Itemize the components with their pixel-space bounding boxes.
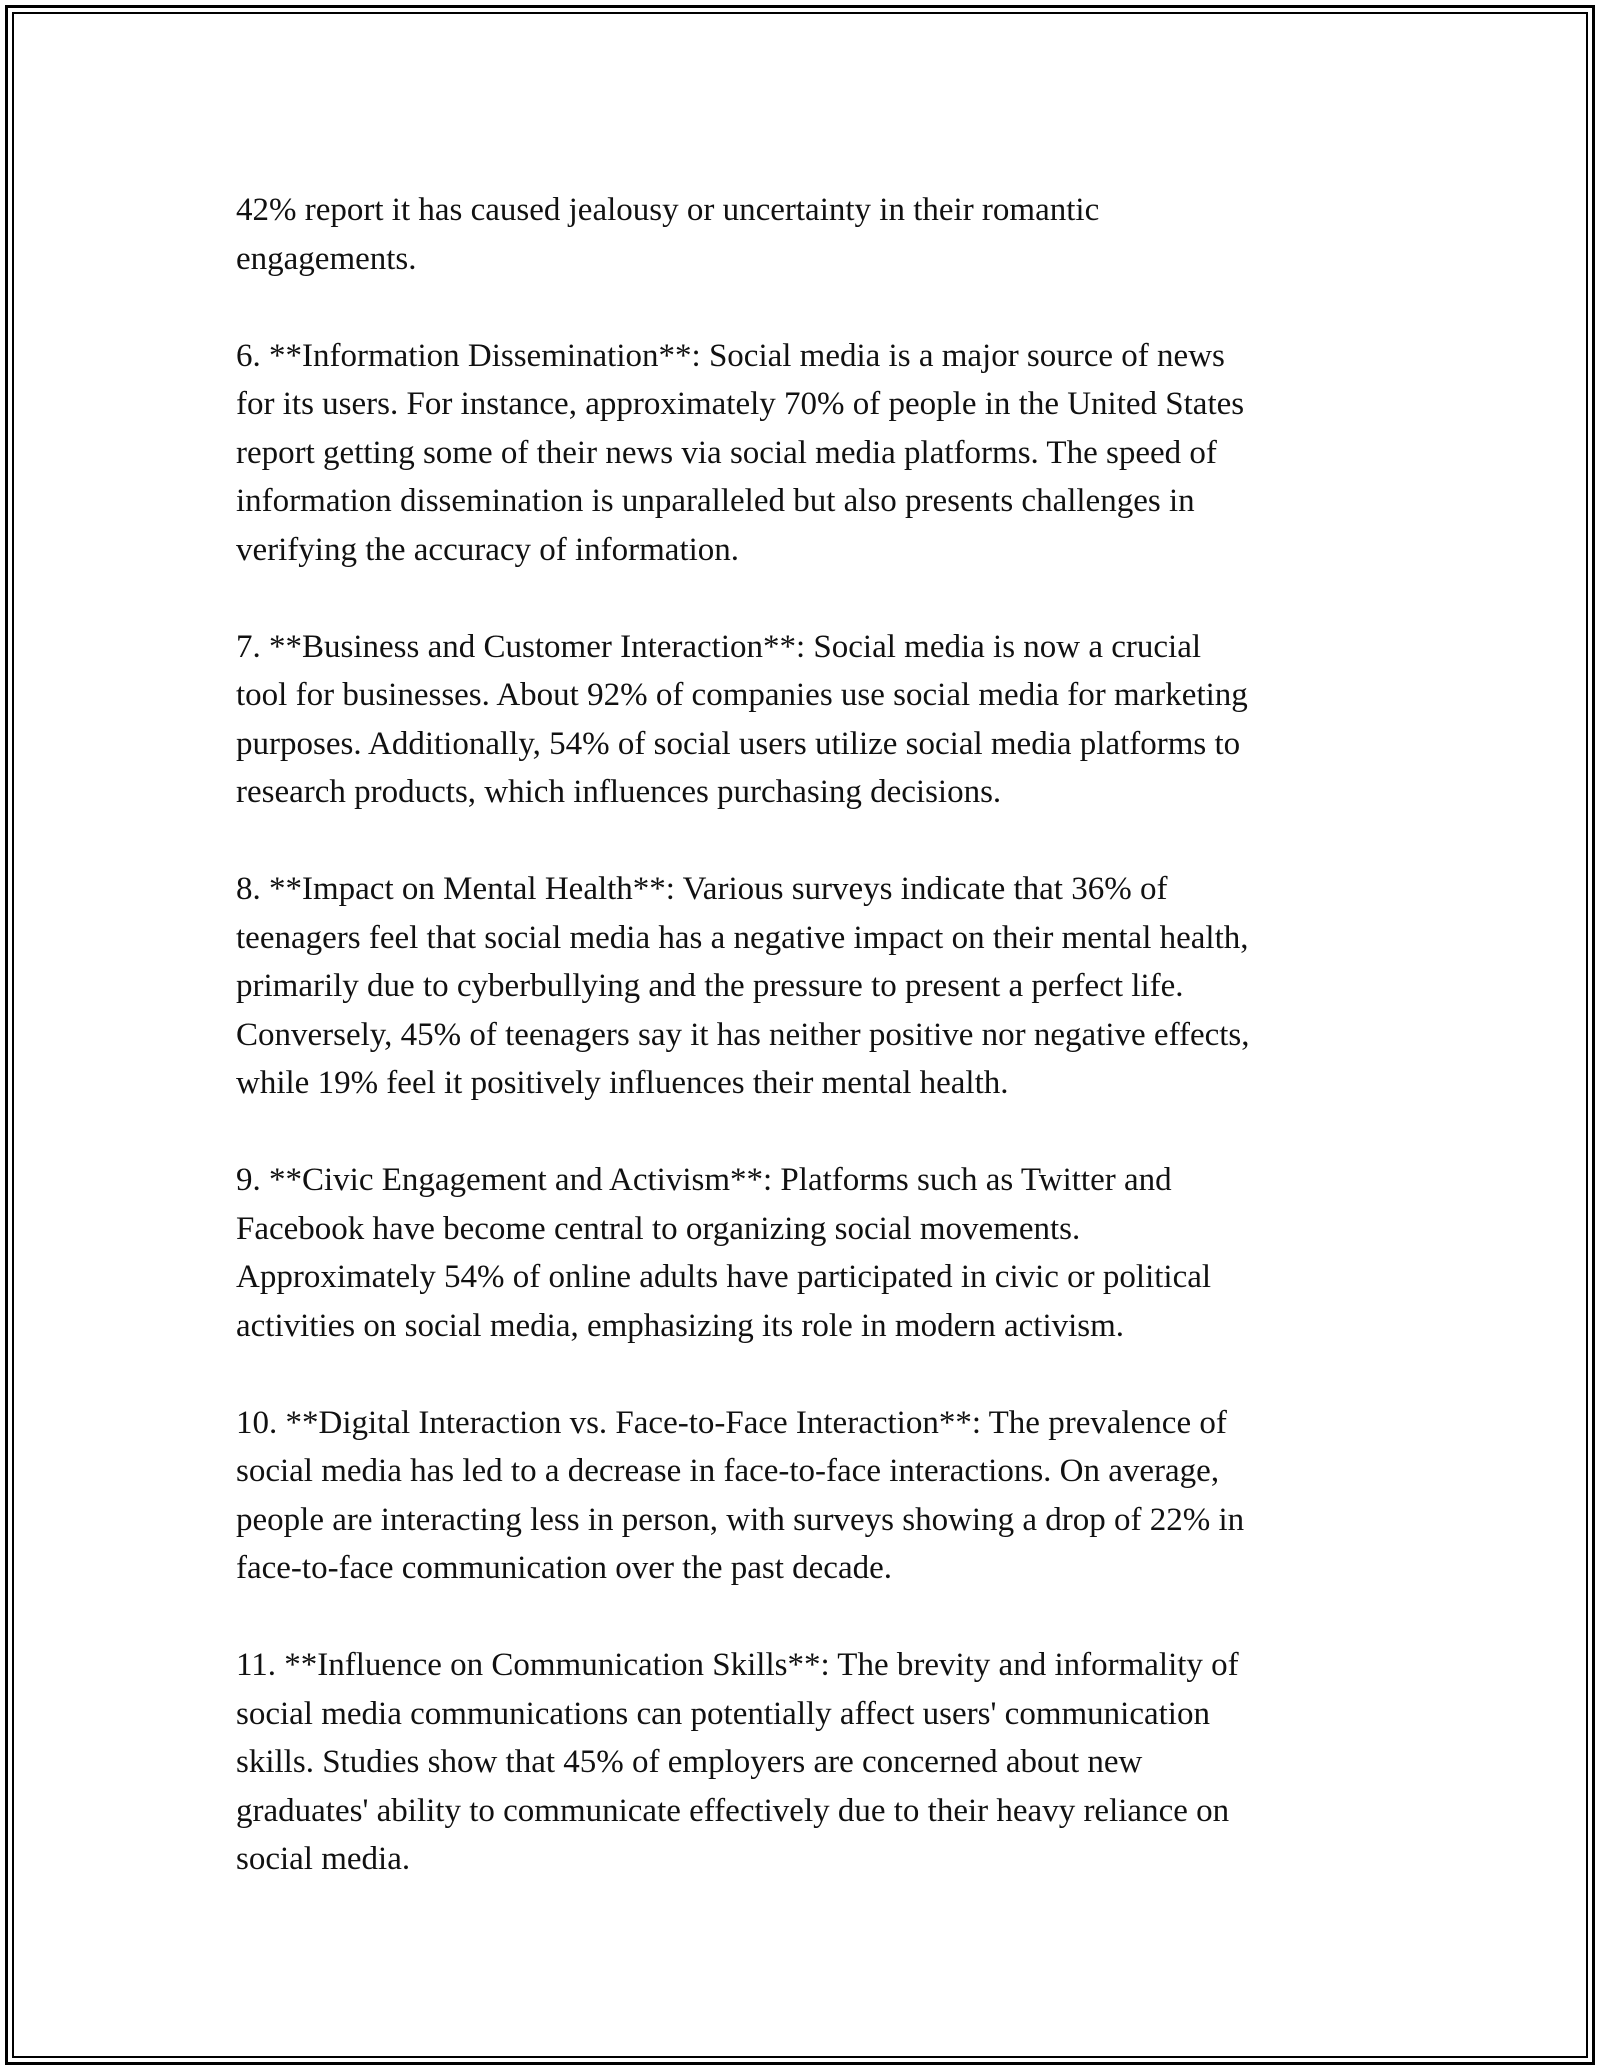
- paragraph-continuation: 42% report it has caused jealousy or uncertainty in their romantic engagements.: [236, 192, 1100, 277]
- paragraph-information-dissemination: 6. **Information Dissemination**: Social media is a major source of news for its users. For instance, approximately 70% of people in the United States report getting some of their news via social media platforms. The speed of information dissemination is unparalleled but also presents challenges in verifying the accuracy of information.: [236, 337, 1245, 568]
- paragraph-mental-health: 8. **Impact on Mental Health**: Various surveys indicate that 36% of teenagers feel that social media has a negative impact on their mental health, primarily due to cyberbullying and the pressure to present a perfect life. Conversely, 45% of teenagers say it has neither positive nor negative effects, while 19% feel it positively influences their mental health.: [236, 871, 1250, 1101]
- paragraph-civic-engagement: 9. **Civic Engagement and Activism**: Platforms such as Twitter and Facebook have become central to organizing social movements. Approximately 54% of online adults have participated in civic or political activities on social media, emphasizing its role in modern activism.: [236, 1162, 1212, 1344]
- paragraph-communication-skills: 11. **Influence on Communication Skills**: The brevity and informality of social media communications can potentially affect users' communication skills. Studies show that 45% of employers are concerned about new graduates' ability to communicate effectively due to their heavy reliance on social media.: [236, 1647, 1239, 1877]
- paragraph-business-customer-interaction: 7. **Business and Customer Interaction**: Social media is now a crucial tool for businesses. About 92% of companies use social media for marketing purposes. Additionally, 54% of social users utilize social media platforms to research products, which influences purchasing decisions.: [236, 628, 1248, 810]
- document-body: [236, 186, 1376, 1932]
- paragraph-digital-vs-face-to-face: 10. **Digital Interaction vs. Face-to-Face Interaction**: The prevalence of social media has led to a decrease in face-to-face interactions. On average, people are interacting less in person, with surveys showing a drop of 22% in face-to-face communication over the past decade.: [236, 1404, 1245, 1586]
